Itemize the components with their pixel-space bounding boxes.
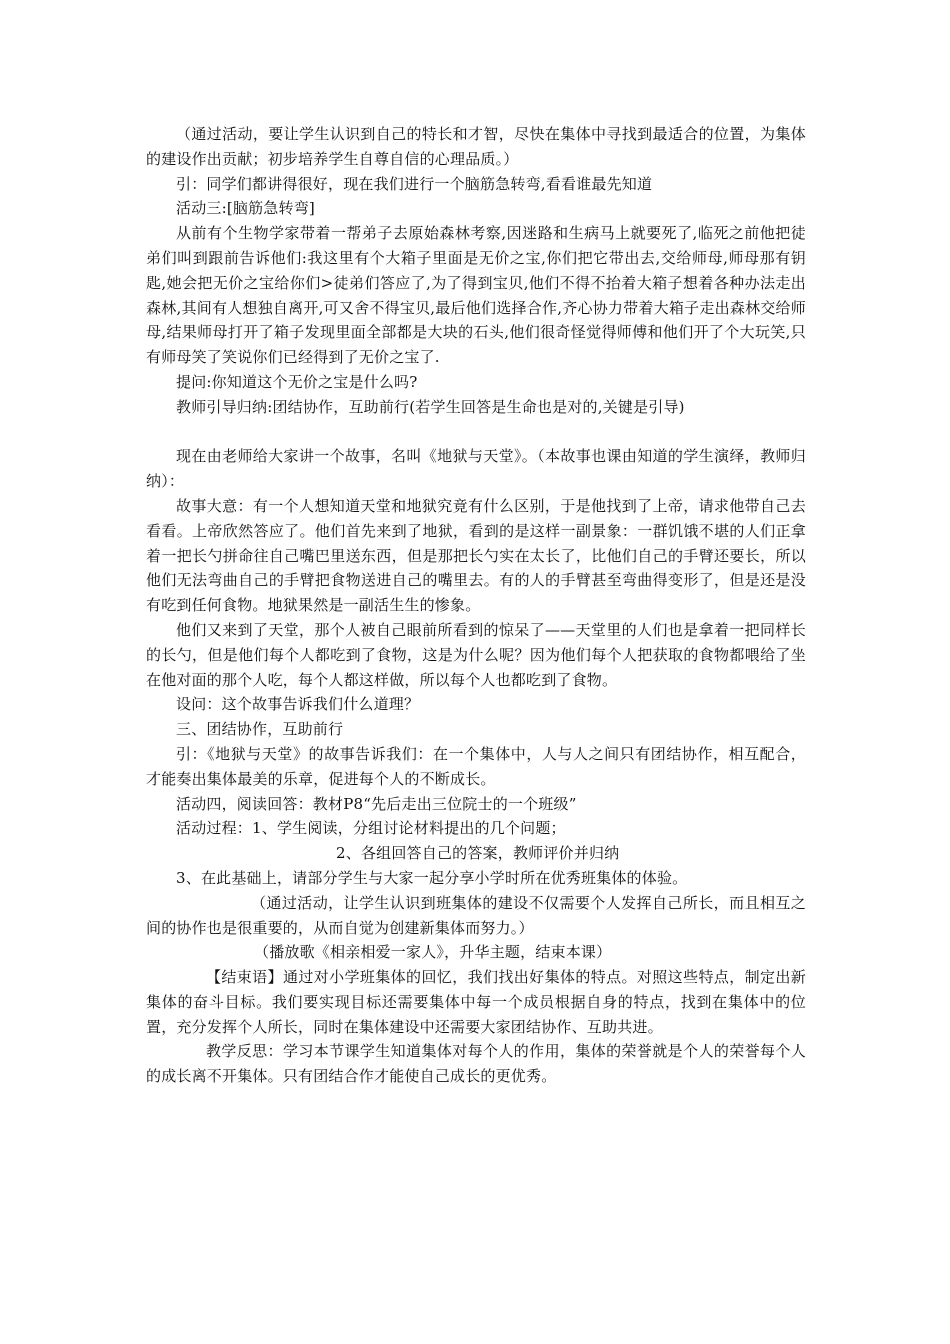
paragraph-biologist-story: 从前有个生物学家带着一帮弟子去原始森林考察,因迷路和生病马上就要死了,临死之前他把徒弟们叫到跟前告诉他们:我这里有个大箱子里面是无价之宝,你们把它带出去,交给师母,师母那有钥匙,她会把无价之宝给你们>徒弟们答应了,为了得到宝贝,他们不得不抬着大箱子想着各种办法走出森林,其间有人想独自离开,可又舍不得宝贝,最后他们选择合作,齐心协力带着大箱子走出森林交给师母,结果师母打开了箱子发现里面全部都是大块的石头,他们很奇怪觉得师傅和他们开了个大玩笑,只有师母笑了笑说你们已经得到了无价之宝了. (146, 224, 806, 367)
paragraph-closing: 【结束语】通过对小学班集体的回忆，我们找出好集体的特点。对照这些特点，制定出新集体的奋斗目标。我们要实现目标还需要集体中每一个成员根据自身的特点，找到在集体中的位置，充分发挥个人所长，同时在集体建设中还需要大家团结协作、互助共进。 (146, 968, 806, 1036)
paragraph-activity-three-title: 活动三:[脑筋急转弯] (176, 199, 315, 218)
paragraph-reflection: 教学反思：学习本节课学生知道集体对每个人的作用，集体的荣誉就是个人的荣誉每个人的成长离不开集体。只有团结合作才能使自己成长的更优秀。 (146, 1042, 806, 1086)
paragraph-question: 提问:你知道这个无价之宝是什么吗? (176, 372, 418, 391)
paragraph-activity-four: 活动四，阅读回答：教材P8“先后走出三位院士的一个班级” (176, 794, 577, 813)
paragraph-story-question: 设问：这个故事告诉我们什么道理？ (176, 695, 420, 714)
paragraph-activity-process-one: 活动过程：1、学生阅读，分组讨论材料提出的几个问题； (176, 819, 566, 838)
paragraph-activity-goal: （通过活动，要让学生认识到自己的特长和才智，尽快在集体中寻找到最适合的位置，为集体的建设作出贡献；初步培养学生自尊自信的心理品质。） (146, 125, 806, 168)
paragraph-teacher-summary: 教师引导归纳:团结协作，互助前行(若学生回答是生命也是对的,关键是引导) (176, 397, 685, 416)
paragraph-story-heaven: 他们又来到了天堂，那个人被自己眼前所看到的惊呆了——天堂里的人们也是拿着一把同样长的长勺，但是他们每个人都吃到了食物，这是为什么呢？因为他们每个人把获取的食物都喂给了坐在他对面的那个人吃，每个人都这样做，所以每个人也都吃到了食物。 (146, 620, 806, 689)
section-heading-three: 三、团结协作，互助前行 (176, 720, 344, 739)
blank-line (146, 420, 806, 445)
paragraph-activity-process-two: 2、各组回答自己的答案，教师评价并归纳 (336, 844, 620, 863)
document-body (146, 122, 806, 1089)
paragraph-activity-four-goal: （通过活动，让学生认识到班集体的建设不仅需要个人发挥自己所长，而且相互之间的协作也是很重要的，从而自觉为创建新集体而努力。） (146, 893, 806, 937)
paragraph-song: （播放歌《相亲相爱一家人》，升华主题，结束本课） (254, 943, 612, 962)
paragraph-story-intro: 现在由老师给大家讲一个故事，名叫《地狱与天堂》。（本故事也课由知道的学生演绎，教师归纳）： (146, 447, 806, 491)
paragraph-activity-process-three: 3、在此基础上，请部分学生与大家一起分享小学时所在优秀班集体的体验。 (176, 868, 688, 887)
paragraph-story-summary: 故事大意：有一个人想知道天堂和地狱究竟有什么区别，于是他找到了上帝，请求他带自己去看看。上帝欣然答应了。他们首先来到了地狱，看到的是这样一副景象：一群饥饿不堪的人们正拿着一把长勺拼命往自己嘴巴里送东西，但是那把长勺实在太长了，比他们自己的手臂还要长，所以他们无法弯曲自己的手臂把食物送进自己的嘴里去。有的人的手臂甚至弯曲得变形了，但是还是没有吃到任何食物。地狱果然是一副活生生的惨象。 (146, 496, 806, 615)
paragraph-section-three-lead: 引：《地狱与天堂》的故事告诉我们：在一个集体中，人与人之间只有团结协作，相互配合，才能奏出集体最美的乐章，促进每个人的不断成长。 (146, 744, 806, 788)
paragraph-lead-in: 引：同学们都讲得很好，现在我们进行一个脑筋急转弯,看看谁最先知道 (176, 174, 653, 193)
